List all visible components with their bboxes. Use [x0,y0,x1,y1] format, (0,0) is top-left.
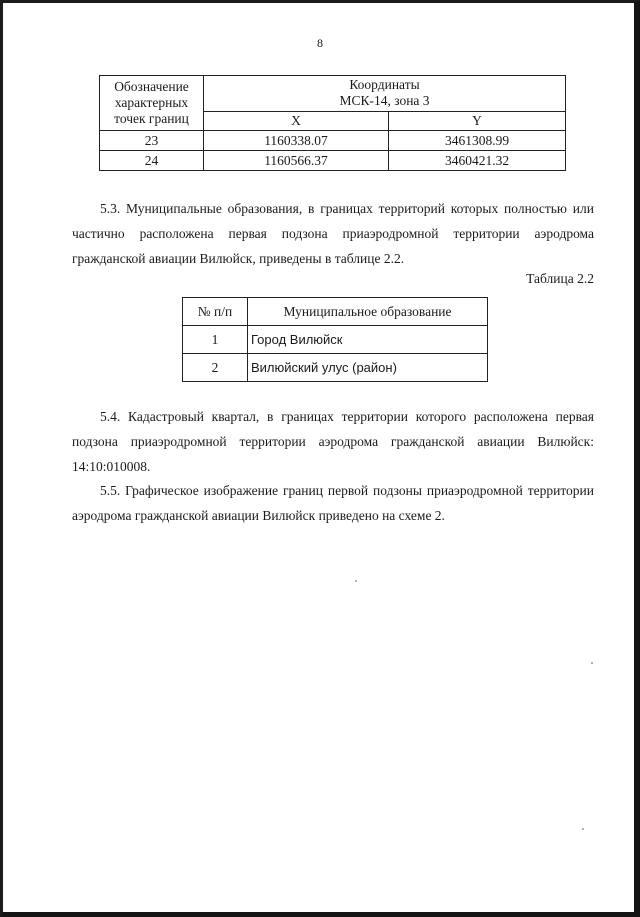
paragraph-text: 5.4. Кадастровый квартал, в границах территории которого расположена первая подзона приаэродромной территории аэродрома гражданской авиации Вилюйск: 14:10:010008. [72,409,594,474]
header-municipality: Муниципальное образование [248,298,488,326]
cell-number: 2 [183,354,248,382]
table-row [100,151,566,171]
header-coords-line-1: Координаты [349,77,420,93]
header-coordinates [204,76,566,112]
cell-point: 24 [100,151,204,171]
header-points-line-2: характерных [114,95,189,110]
header-axis-x: X [204,111,389,130]
header-points-line-1: Обозначение [114,79,189,94]
cell-municipality: Город Вилюйск [248,326,488,354]
paragraph-5-4 [72,404,594,479]
scan-speck [591,662,593,664]
paragraph-5-3 [72,196,594,271]
paragraph-text: 5.3. Муниципальные образования, в границах территорий которых полностью или частично расположена первая подзона приаэродромной территории аэродрома гражданской авиации Вилюйск, приведены в таблице 2.2. [72,201,594,266]
header-points-line-3: точек границ [114,111,189,126]
header-coords-line-2: МСК-14, зона 3 [339,93,430,109]
cell-y: 3460421.32 [389,151,566,171]
table-2-2-caption: Таблица 2.2 [526,271,594,286]
cell-y: 3461308.99 [389,131,566,151]
cell-x: 1160566.37 [204,151,389,171]
table-row [183,354,488,382]
header-number: № п/п [183,298,248,326]
cell-x: 1160338.07 [204,131,389,151]
paragraph-text: 5.5. Графическое изображение границ первой подзоны приаэродромной территории аэродрома гражданской авиации Вилюйск приведено на схеме 2. [72,483,594,523]
cell-point: 23 [100,131,204,151]
cell-number: 1 [183,326,248,354]
scan-speck [355,580,357,582]
coordinates-table [99,75,566,171]
paragraph-5-5 [72,478,594,528]
page-number: 8 [317,36,323,50]
table-row [183,326,488,354]
header-boundary-points [100,76,204,131]
municipalities-table [182,297,488,382]
header-axis-y: Y [389,111,566,130]
cell-municipality: Вилюйский улус (район) [248,354,488,382]
scan-speck [582,828,584,830]
table-row [100,131,566,151]
